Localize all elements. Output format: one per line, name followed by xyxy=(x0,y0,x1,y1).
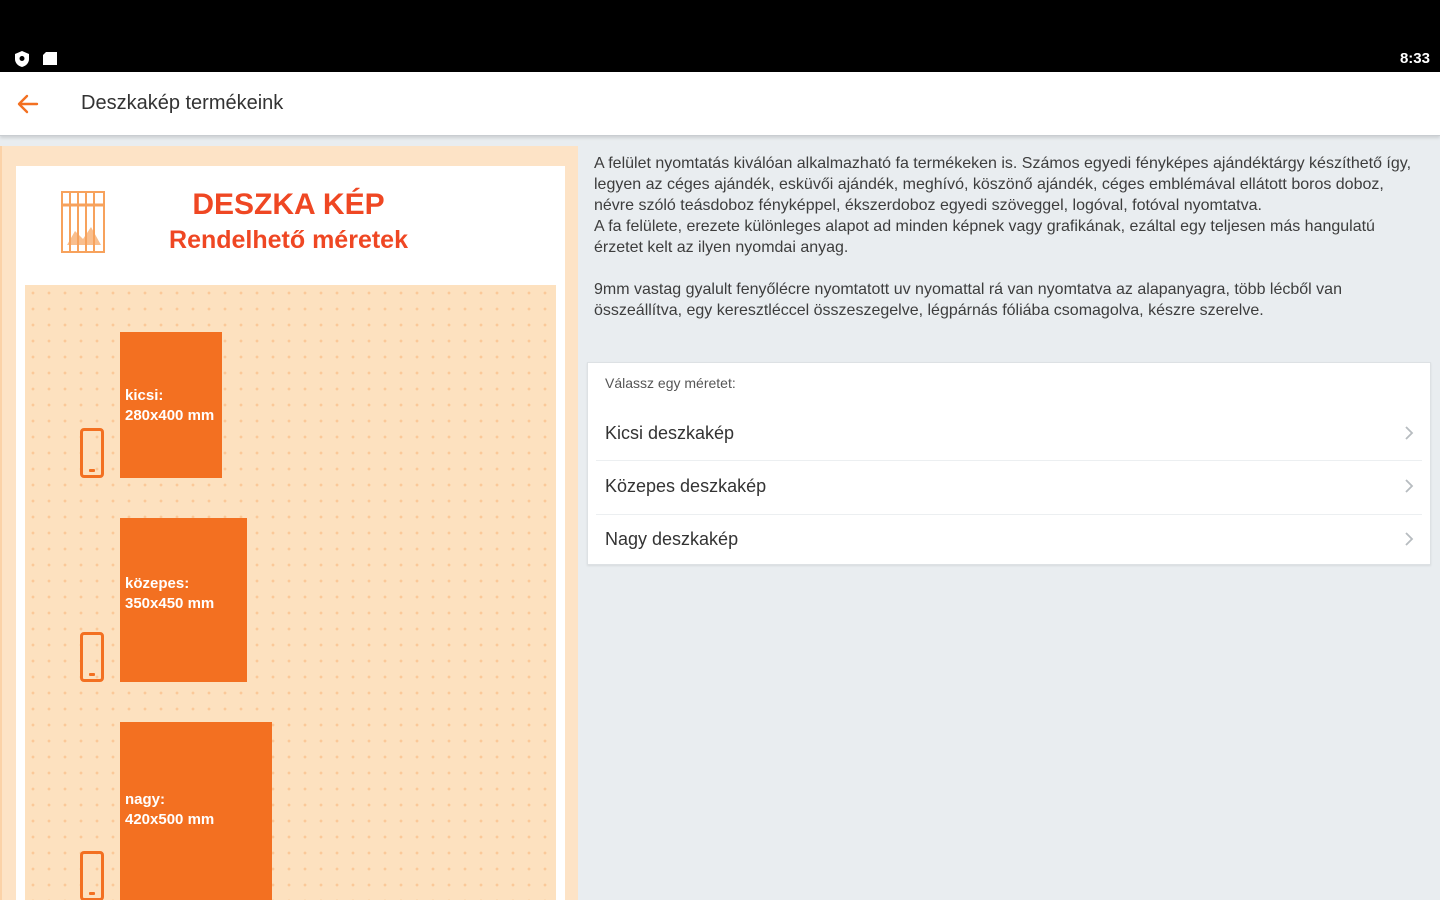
size-option-label: Közepes deszkakép xyxy=(605,476,767,496)
product-image-subtitle: Rendelhető méretek xyxy=(169,226,408,254)
shield-icon xyxy=(14,50,30,68)
size-box-small xyxy=(120,332,222,478)
status-icons xyxy=(14,50,58,68)
phone-icon xyxy=(80,851,104,900)
size-box-medium xyxy=(120,518,247,682)
page-title: Deszkakép termékeink xyxy=(81,92,284,114)
status-time: 8:33 xyxy=(1399,50,1430,67)
sd-card-icon xyxy=(42,52,58,66)
size-selector-label: Válassz egy méretet: xyxy=(605,375,736,391)
arrow-back-icon xyxy=(17,94,39,114)
size-option-label: Nagy deszkakép xyxy=(605,529,739,549)
status-bar xyxy=(0,0,1440,72)
size-box-large xyxy=(120,722,272,900)
phone-icon xyxy=(80,428,104,478)
description-paragraph: A felület nyomtatás kiválóan alkalmazható fa termékeken is. Számos egyedi fényképes ajándéktárgy készíthető így, legyen az céges ajándék, esküvői ajándék, meghívó, köszönő ajándék, céges emblémával ellátott boros doboz, névre szóló teásdoboz fényképpel, ékszerdoboz egyedi szöveggel, logóval, fotóval nyomtatva. xyxy=(594,155,1412,214)
size-dims: 280x400 mm xyxy=(125,407,215,424)
size-name: közepes: xyxy=(125,575,190,592)
description-paragraph: 9mm vastag gyalult fenyőlécre nyomtatott uv nyomattal rá van nyomtatva az alapanyagra, több lécből van összeállítva, egy keresztléccel összeszegelve, légpárnás fóliába csomagolva, készre szerelve. xyxy=(594,281,1342,319)
size-dims: 420x500 mm xyxy=(125,811,215,828)
size-option-small[interactable] xyxy=(588,407,1430,460)
back-button[interactable] xyxy=(0,72,56,136)
app-bar xyxy=(0,72,1440,136)
size-selector xyxy=(587,362,1431,565)
size-option-medium[interactable] xyxy=(588,460,1430,513)
size-comparison-area xyxy=(25,285,556,900)
chevron-right-icon xyxy=(1402,424,1416,442)
product-image xyxy=(0,146,578,900)
size-option-large[interactable] xyxy=(588,513,1430,566)
size-name: kicsi: xyxy=(125,387,164,404)
size-option-label: Kicsi deszkakép xyxy=(605,423,735,443)
product-image-card xyxy=(16,166,565,900)
phone-icon xyxy=(80,632,104,682)
product-description xyxy=(594,153,1424,342)
chevron-right-icon xyxy=(1402,477,1416,495)
wood-board-logo-icon xyxy=(61,191,105,253)
chevron-right-icon xyxy=(1402,530,1416,548)
size-dims: 350x450 mm xyxy=(125,595,215,612)
product-image-title: DESZKA KÉP xyxy=(192,188,385,221)
size-name: nagy: xyxy=(125,791,166,808)
description-paragraph: A fa felülete, erezete különleges alapot ad minden képnek vagy grafikának, ezáltal egy teljesen más hangulatú érzetet kelt az ilyen nyomdai anyag. xyxy=(594,218,1375,256)
